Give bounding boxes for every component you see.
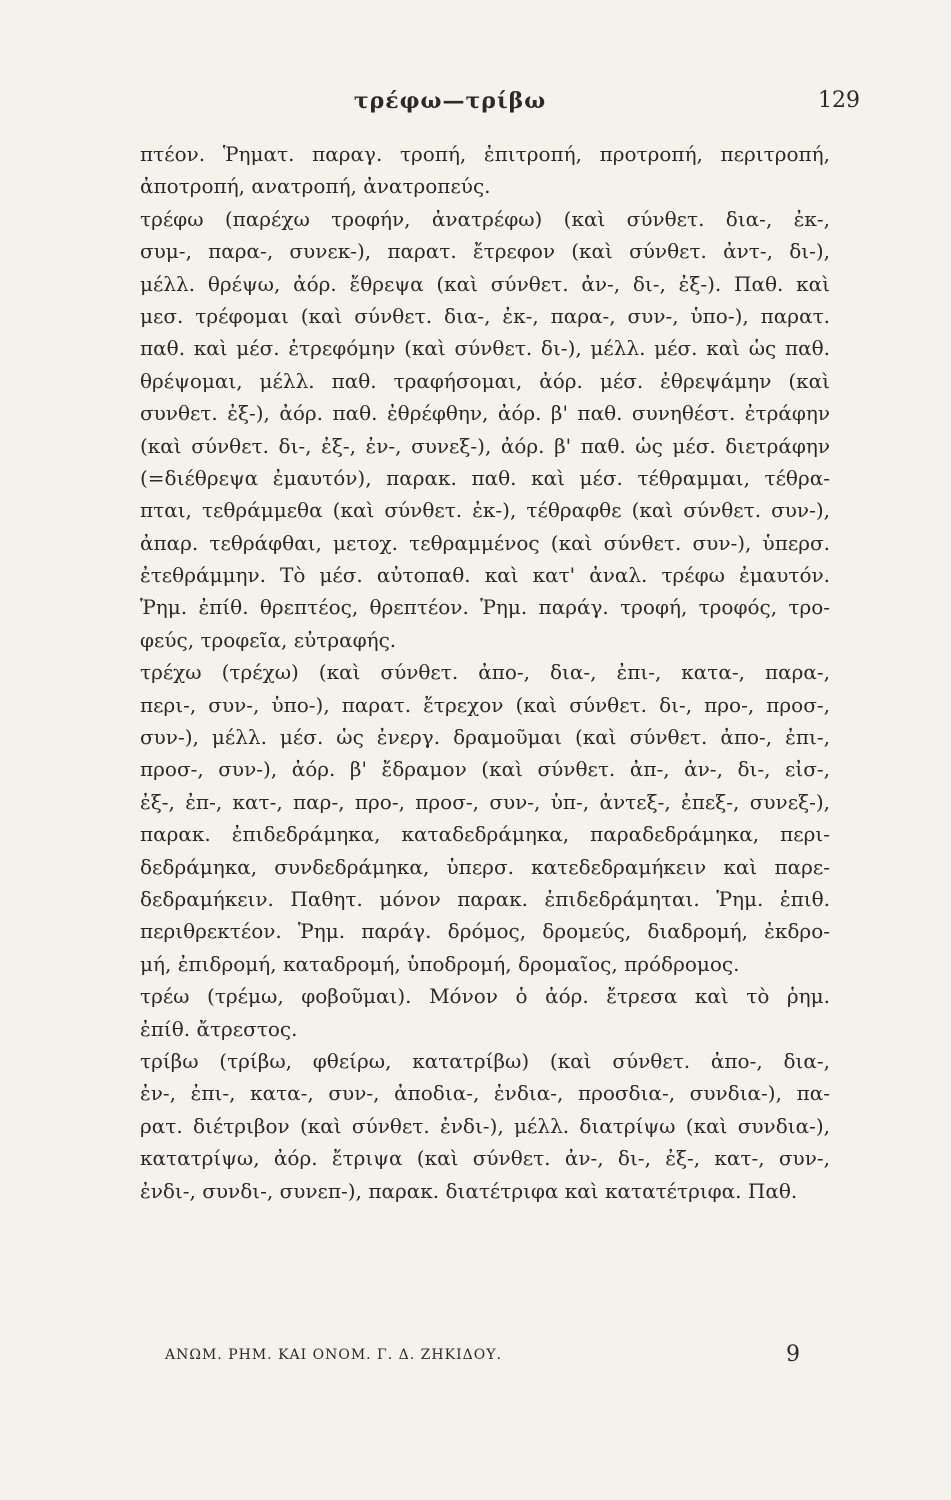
text-line: περι-, συν-, ὑπο-), παρατ. ἔτρεχον (καὶ σύνθετ. δι-, προ-, προσ-, — [140, 692, 830, 717]
text-line: κατατρίψω, ἀόρ. ἔτριψα (καὶ σύνθετ. ἀν-, δι-, ἐξ-, κατ-, συν-, — [140, 1146, 830, 1171]
text-line: προσ-, συν-), ἀόρ. β' ἔδραμον (καὶ σύνθετ. ἀπ-, ἀν-, δι-, εἰσ-, — [140, 757, 830, 782]
page-header — [140, 88, 860, 128]
text-line: τρίβω (τρίβω, φθείρω, κατατρίβω) (καὶ σύνθετ. ἀπο-, δια-, — [140, 1048, 830, 1073]
text-line: τρέχω (τρέχω) (καὶ σύνθετ. ἀπο-, δια-, ἐπι-, κατα-, παρα-, — [140, 660, 830, 685]
text-line: ἐν-, ἐπι-, κατα-, συν-, ἀποδια-, ἐνδια-, προσδια-, συνδια-), πα- — [140, 1081, 830, 1106]
text-line: συνθετ. ἐξ-), ἀόρ. παθ. ἐθρέφθην, ἀόρ. β' παθ. συνηθέστ. ἐτράφην — [140, 401, 830, 426]
running-title: τρέφω—τρίβω — [353, 88, 547, 114]
text-line: ἐξ-, ἐπ-, κατ-, παρ-, προ-, προσ-, συν-, ὑπ-, ἀντεξ-, ἐπεξ-, συνεξ-), — [140, 789, 830, 814]
text-line: ρατ. διέτριβον (καὶ σύνθετ. ἐνδι-), μέλλ. διατρίψω (καὶ συνδια-), — [140, 1113, 830, 1138]
text-line: (καὶ σύνθετ. δι-, ἐξ-, ἐν-, συνεξ-), ἀόρ. β' παθ. ὡς μέσ. διετράφην — [140, 433, 830, 458]
text-line: τρέω (τρέμω, φοβοῦμαι). Μόνον ὁ ἀόρ. ἔτρεσα καὶ τὸ ῥημ. — [140, 984, 830, 1009]
text-line: πτέον. Ῥηματ. παραγ. τροπή, ἐπιτροπή, προτροπή, περιτροπή, — [140, 142, 830, 166]
text-line: δεδράμηκα, συνδεδράμηκα, ὑπερσ. κατεδεδραμήκειν καὶ παρε- — [140, 854, 830, 879]
text-line: ἀπαρ. τεθράφθαι, μετοχ. τεθραμμένος (καὶ σύνθετ. συν-), ὑπερσ. — [140, 530, 830, 555]
text-line: ἐνδι-, συνδι-, συνεπ-), παρακ. διατέτριφα καὶ κατατέτριφα. Παθ. — [140, 1178, 798, 1203]
text-line: περιθρεκτέον. Ῥημ. παράγ. δρόμος, δρομεύς, διαδρομή, ἐκδρο- — [140, 919, 830, 944]
signature-mark: 9 — [786, 1342, 800, 1367]
text-line: ἀποτροπή, ανατροπή, ἀνατροπεύς. — [140, 174, 491, 199]
text-line: παθ. καὶ μέσ. ἐτρεφόμην (καὶ σύνθετ. δι-), μέλλ. μέσ. καὶ ὡς παθ. — [140, 336, 830, 361]
body-text — [140, 138, 830, 1207]
page-footer — [165, 1340, 800, 1370]
page-number: 129 — [818, 88, 860, 113]
text-line: ἐπίθ. ἄτρεστος. — [140, 1016, 298, 1041]
text-line: Ῥημ. ἐπίθ. θρεπτέος, θρεπτέον. Ῥημ. παράγ. τροφή, τροφός, τρο- — [140, 595, 830, 620]
text-line: πται, τεθράμμεθα (καὶ σύνθετ. ἐκ-), τέθραφθε (καὶ σύνθετ. συν-), — [140, 498, 830, 523]
text-line: παρακ. ἐπιδεδράμηκα, καταδεδράμηκα, παραδεδράμηκα, περι- — [140, 822, 830, 847]
text-line: συν-), μέλλ. μέσ. ὡς ἐνεργ. δραμοῦμαι (καὶ σύνθετ. ἀπο-, ἐπι-, — [140, 725, 830, 750]
footer-imprint: ΑΝΩΜ. ΡΗΜ. ΚΑΙ ΟΝΟΜ. Γ. Δ. ΖΗΚΙΔΟΥ. — [165, 1347, 502, 1363]
text-line: τρέφω (παρέχω τροφήν, ἀνατρέφω) (καὶ σύνθετ. δια-, ἐκ-, — [140, 206, 830, 231]
text-line: μεσ. τρέφομαι (καὶ σύνθετ. δια-, ἐκ-, παρα-, συν-, ὑπο-), παρατ. — [140, 303, 830, 328]
text-line: συμ-, παρα-, συνεκ-), παρατ. ἔτρεφον (καὶ σύνθετ. ἀντ-, δι-), — [140, 239, 830, 264]
text-line: μή, ἐπιδρομή, καταδρομή, ὑποδρομή, δρομαῖος, πρόδρομος. — [140, 951, 740, 976]
text-line: ἐτεθράμμην. Τὸ μέσ. αὐτοπαθ. καὶ κατ' ἀναλ. τρέφω ἐμαυτόν. — [140, 563, 830, 588]
text-line: μέλλ. θρέψω, ἀόρ. ἔθρεψα (καὶ σύνθετ. ἀν-, δι-, ἐξ-). Παθ. καὶ — [140, 271, 830, 296]
text-line: θρέψομαι, μέλλ. παθ. τραφήσομαι, ἀόρ. μέσ. ἐθρεψάμην (καὶ — [140, 368, 830, 393]
text-line: (=διέθρεψα ἐμαυτόν), παρακ. παθ. καὶ μέσ. τέθραμμαι, τέθρα- — [140, 465, 830, 490]
text-line: φεύς, τροφεῖα, εὐτραφής. — [140, 627, 397, 652]
text-line: δεδραμήκειν. Παθητ. μόνον παρακ. ἐπιδεδράμηται. Ῥημ. ἐπιθ. — [140, 886, 830, 911]
